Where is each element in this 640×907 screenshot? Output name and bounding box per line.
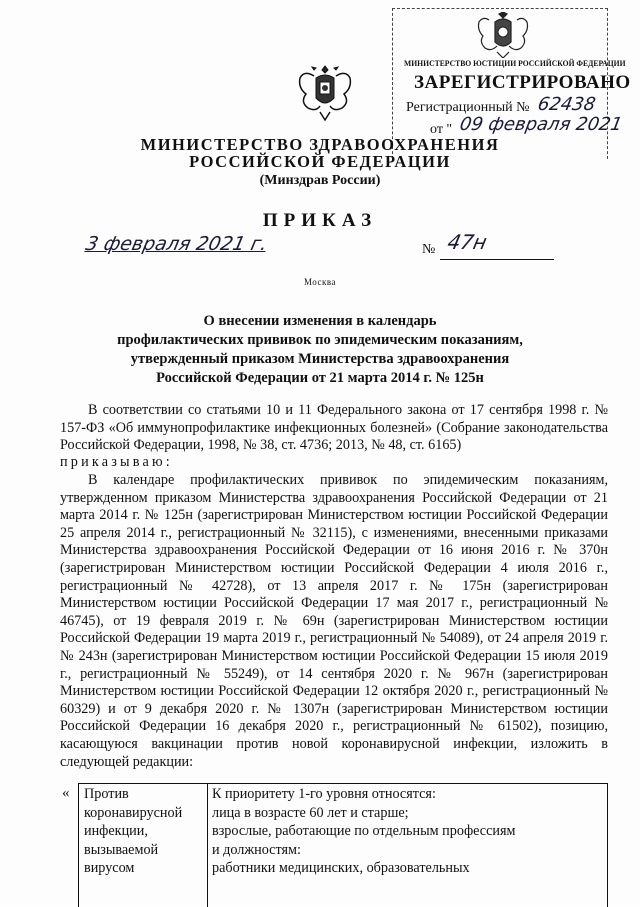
table-border-middle	[207, 783, 208, 907]
paragraph-basis	[60, 402, 608, 455]
stamp-regnum-label: Регистрационный №	[406, 100, 530, 115]
city: Москва	[304, 277, 336, 287]
table-cell-line: вызываемой	[84, 841, 159, 858]
table-cell-line: Против	[84, 786, 129, 802]
table-border-right	[607, 783, 608, 907]
table-border-top	[78, 783, 607, 784]
table-cell-categories	[212, 785, 604, 878]
table-cell-infection	[84, 785, 204, 878]
table-cell-line: работники медицинских, образовательных	[212, 860, 470, 876]
ministry-short-name: (Минздрав России)	[259, 173, 381, 188]
stamp-regnum-value: 62438	[536, 94, 598, 115]
stamp-from-label: от "	[430, 122, 453, 137]
table-border-left	[78, 783, 79, 907]
order-number-underline	[440, 259, 554, 260]
document-title	[60, 312, 580, 388]
stamp-emblem-icon	[475, 12, 531, 58]
stamp-registered-label: ЗАРЕГИСТРИРОВАНО	[414, 72, 631, 93]
document-title-line: Российской Федерации от 21 марта 2014 г. № 125н	[156, 370, 484, 386]
document-title-line: утвержденный приказом Министерства здравоохранения	[130, 351, 510, 367]
table-cell-line: и должностям:	[212, 841, 301, 858]
table-cell-line: К приоритету 1-го уровня относятся:	[212, 786, 436, 802]
paragraph-main: В календаре профилактических прививок по эпидемическим показаниям, утвержденном приказом Министерства здравоохранения Российской Федерации от 21 марта 2014 г. № 125н (зарегистрирован Министерством юстиции Российской Федерации 25 апреля 2014 г., регистрационный № 32115), с изменениями, внесенными приказами Министерства здравоохранения Российской Федерации от 16 июня 2016 г. № 370н (зарегистрирован Министерством юстиции Российской Федерации 4 июля 2016 г., регистрационный № 42728), от 13 апреля 2017 г. № 175н (зарегистрирован Министерством юстиции Российской Федерации 17 мая 2017 г., регистрационный № 46745), от 19 февраля 2019 г. № 69н (зарегистрирован Министерством юстиции Российской Федерации 19 марта 2019 г., регистрационный № 54089), от 24 апреля 2019 г. № 243н (зарегистрирован Министерством юстиции Российской Федерации 15 июля 2019 г., регистрационный № 55249), от 14 сентября 2020 г. № 967н (зарегистрирован Министерством юстиции Российской Федерации 12 октября 2020 г., регистрационный № 60329) и от 9 декабря 2020 г. № 1307н (зарегистрирован Министерством юстиции Российской Федерации 16 декабря 2020 г., регистрационный № 61502), позицию, касающуюся вакцинации против новой коронавирусной инфекции, изложить в следующей редакции:	[60, 472, 608, 770]
order-number-sign: №	[422, 242, 436, 257]
document-title-line: профилактических прививок по эпидемическим показаниям,	[117, 332, 523, 348]
order-title: ПРИКАЗ	[262, 210, 378, 231]
stamp-from-date: 09 февраля 2021	[458, 114, 624, 135]
order-number: 47н	[445, 230, 490, 254]
table-cell-line: лица в возрасте 60 лет и старше;	[212, 804, 409, 821]
ministry-name-line1: МИНИСТЕРСТВО ЗДРАВООХРАНЕНИЯ	[140, 135, 500, 154]
paragraph-basis-text: В соответствии со статьями 10 и 11 Федерального закона от 17 сентября 1998 г. № 157-ФЗ «Об иммунопрофилактике инфекционных болезней» (Собрание законодательства Российской Федерации, 1998, № 38, ст. 4736; 2013, № 48, ст. 6165)	[60, 402, 608, 454]
table-cell-line: коронавирусной	[84, 804, 183, 821]
order-date: 3 февраля 2021 г.	[83, 233, 270, 255]
table-cell-line: инфекции,	[84, 823, 148, 839]
ministry-name-line2: РОССИЙСКОЙ ФЕДЕРАЦИИ	[189, 152, 451, 171]
coat-of-arms-icon	[296, 64, 354, 122]
table-quote-mark: «	[62, 785, 70, 801]
document-title-line: О внесении изменения в календарь	[203, 313, 437, 329]
stamp-ministry-name: МИНИСТЕРСТВО ЮСТИЦИИ РОССИЙСКОЙ ФЕДЕРАЦИИ	[404, 58, 626, 68]
table-cell-line: взрослые, работающие по отдельным профессиям	[212, 823, 516, 839]
table-cell-line: вирусом	[84, 860, 135, 876]
decree-word: приказываю:	[60, 454, 173, 470]
